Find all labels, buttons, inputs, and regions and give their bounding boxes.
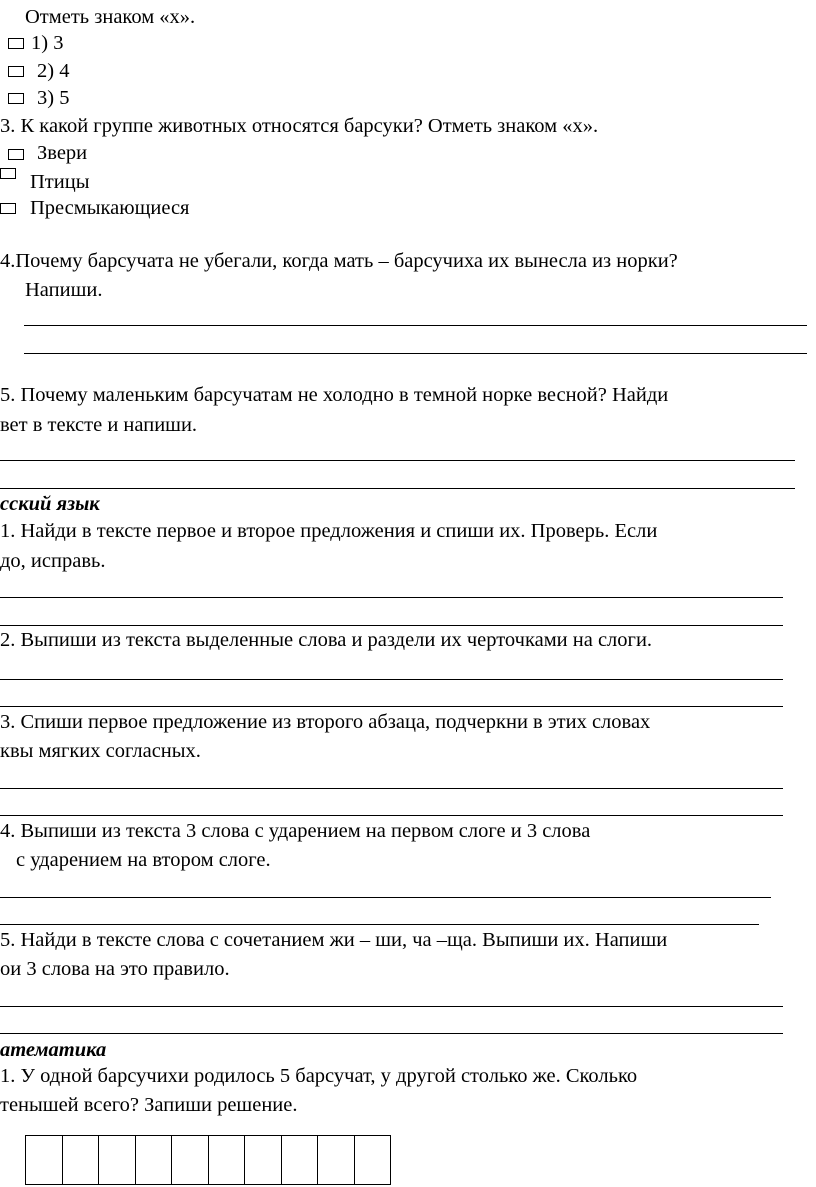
answer-grid-cell[interactable] — [99, 1135, 136, 1185]
ru-task-3-line-1: 3. Спиши первое предложение из второго абзаца, подчеркни в этих словах — [0, 711, 651, 733]
ru-task-1-line-1: 1. Найди в тексте первое и второе предложения и спиши их. Проверь. Если — [0, 520, 658, 542]
answer-grid-cell[interactable] — [63, 1135, 100, 1185]
ru-task-4-line-2: с ударением на втором слоге. — [16, 849, 271, 871]
q2-instruction: Отметь знаком «х». — [25, 6, 196, 28]
answer-grid-cell[interactable] — [355, 1135, 392, 1185]
ru-task-5-line-2: ои 3 слова на это правило. — [0, 958, 230, 980]
answer-grid-cell[interactable] — [26, 1135, 63, 1185]
q2-option-3-checkbox[interactable] — [8, 93, 24, 104]
q2-option-1-checkbox[interactable] — [8, 38, 24, 49]
ru-task-3-line-2: квы мягких согласных. — [0, 740, 201, 762]
ru-task-4-answer-line-2[interactable] — [0, 924, 759, 925]
ru-task-1-answer-line-1[interactable] — [0, 597, 783, 598]
answer-grid-cell[interactable] — [245, 1135, 282, 1185]
ru-task-1-line-2: до, исправь. — [0, 550, 106, 572]
q3-option-2-label: Птицы — [30, 171, 90, 193]
q5-line-1: 5. Почему маленьким барсучатам не холодно в темной норке весной? Найди — [0, 384, 669, 406]
ru-task-5-line-1: 5. Найди в тексте слова с сочетанием жи – ши, ча –ща. Выпиши их. Напиши — [0, 929, 668, 951]
answer-grid-cell[interactable] — [172, 1135, 209, 1185]
q5-line-2: вет в тексте и напиши. — [0, 414, 198, 436]
q3-option-3-label: Пресмыкающиеся — [30, 197, 190, 219]
q4-line-2: Напиши. — [25, 279, 103, 301]
ru-task-2-line-1: 2. Выпиши из текста выделенные слова и раздели их черточками на слоги. — [0, 629, 653, 651]
ru-task-4-line-1: 4. Выпиши из текста 3 слова с ударением на первом слоге и 3 слова — [0, 820, 591, 842]
answer-grid-cell[interactable] — [282, 1135, 319, 1185]
q3-question: 3. К какой группе животных относятся барсуки? Отметь знаком «х». — [0, 115, 599, 137]
answer-grid-cell[interactable] — [318, 1135, 355, 1185]
q2-option-1-label: 1) 3 — [31, 32, 64, 54]
q2-option-2-label: 2) 4 — [37, 60, 70, 82]
q3-option-1-checkbox[interactable] — [8, 149, 24, 160]
q2-option-2-checkbox[interactable] — [8, 66, 24, 77]
ru-task-2-answer-line-2[interactable] — [0, 706, 783, 707]
q4-answer-line-1[interactable] — [24, 325, 807, 326]
math-answer-grid[interactable] — [25, 1135, 391, 1185]
q4-line-1: 4.Почему барсучата не убегали, когда мать – барсучиха их вынесла из норки? — [0, 250, 678, 272]
q5-answer-line-1[interactable] — [0, 460, 795, 461]
q5-answer-line-2[interactable] — [0, 488, 795, 489]
answer-grid-cell[interactable] — [209, 1135, 246, 1185]
math-heading: атематика — [0, 1039, 107, 1061]
ru-task-3-answer-line-1[interactable] — [0, 788, 783, 789]
q2-option-3-label: 3) 5 — [37, 87, 70, 109]
q3-option-2-checkbox[interactable] — [0, 168, 16, 179]
ru-task-2-answer-line-1[interactable] — [0, 679, 783, 680]
russian-heading: сский язык — [0, 493, 100, 515]
ru-task-5-answer-line-2[interactable] — [0, 1033, 783, 1034]
ru-task-4-answer-line-1[interactable] — [0, 897, 771, 898]
math-task-1-line-2: тенышей всего? Запиши решение. — [0, 1094, 298, 1116]
ru-task-3-answer-line-2[interactable] — [0, 815, 783, 816]
q3-option-1-label: Звери — [37, 142, 88, 164]
q3-option-3-checkbox[interactable] — [0, 203, 16, 214]
ru-task-1-answer-line-2[interactable] — [0, 625, 783, 626]
answer-grid-cell[interactable] — [136, 1135, 173, 1185]
ru-task-5-answer-line-1[interactable] — [0, 1006, 783, 1007]
q4-answer-line-2[interactable] — [24, 353, 807, 354]
math-task-1-line-1: 1. У одной барсучихи родилось 5 барсучат, у другой столько же. Сколько — [0, 1065, 638, 1087]
